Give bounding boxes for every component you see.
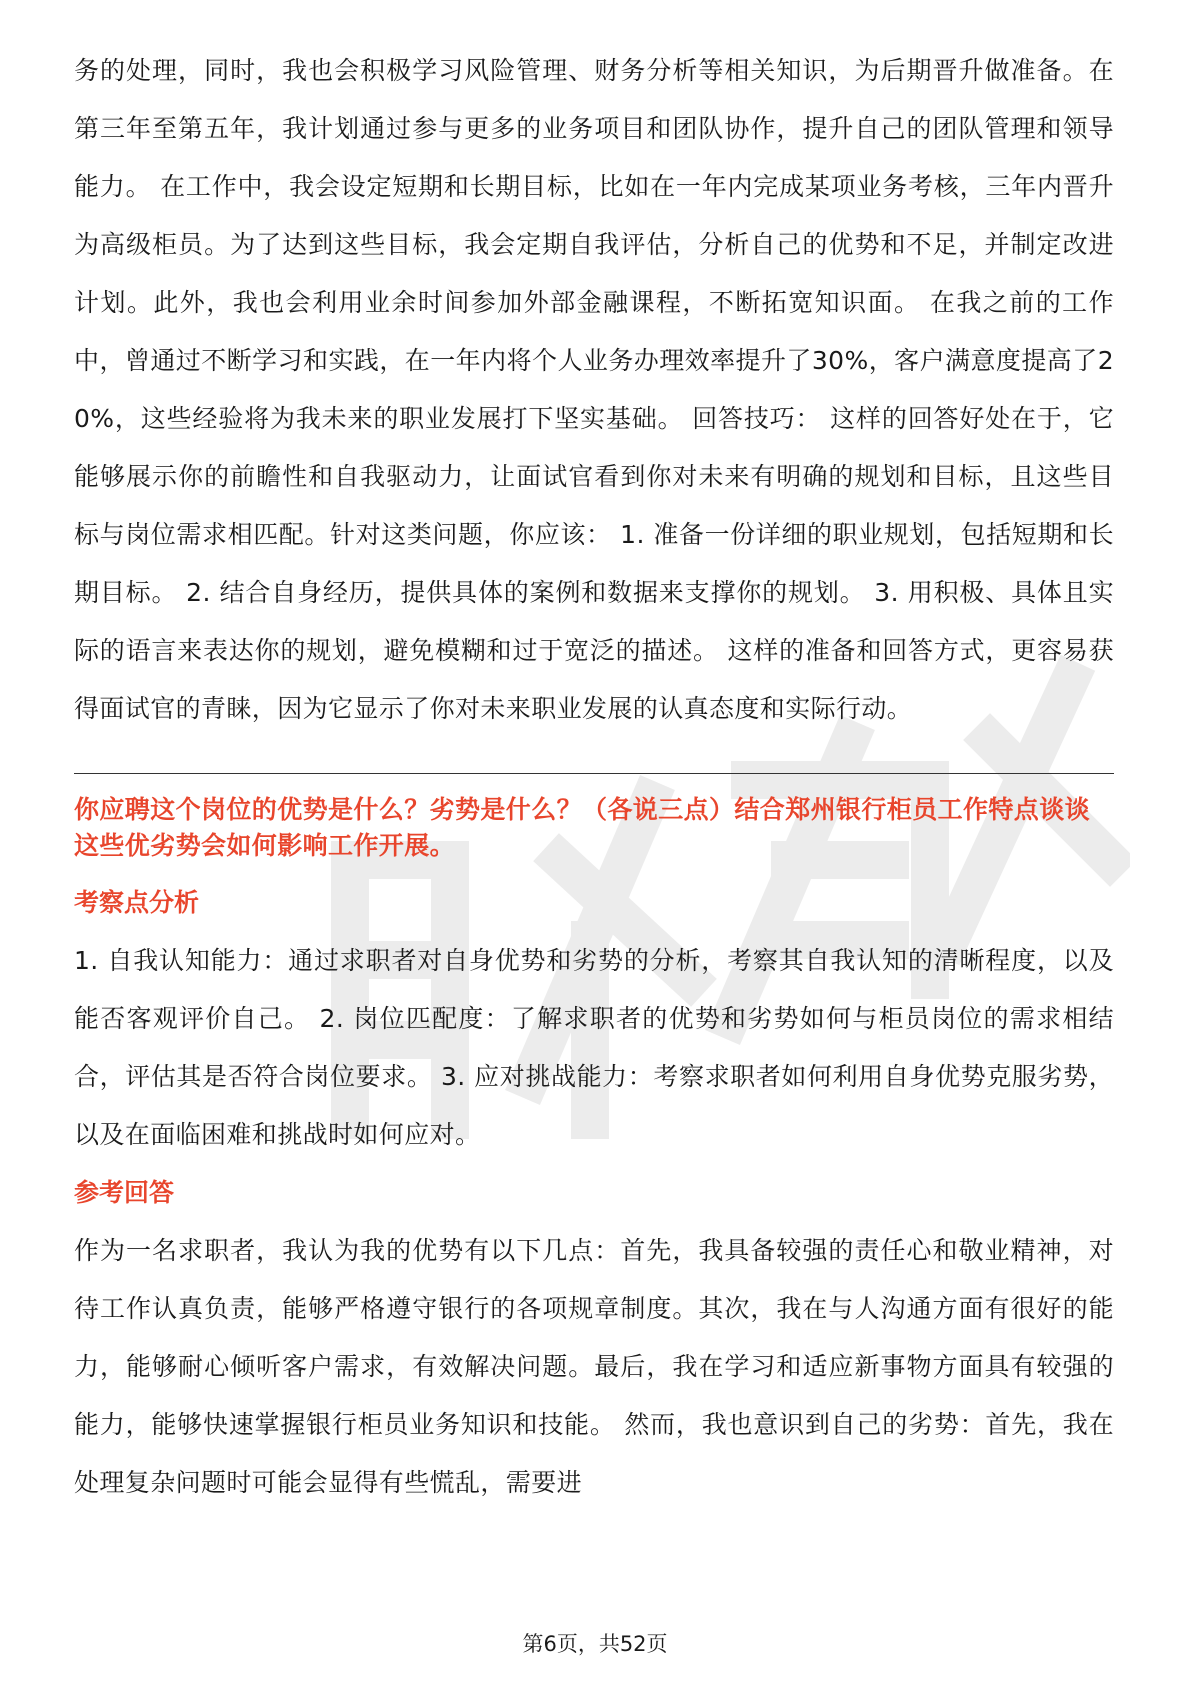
page-number: 第6页，共52页: [522, 1632, 668, 1656]
analysis-body: 1. 自我认知能力：通过求职者对自身优势和劣势的分析，考察其自我认知的清晰程度，以及能否客观评价自己。 2. 岗位匹配度：了解求职者的优势和劣势如何与柜员岗位的需求相结合，评估其是否符合岗位要求。 3. 应对挑战能力：考察求职者如何利用自身优势克服劣势，以及在面临困难和挑战时如何应对。: [74, 946, 1114, 1149]
intro-paragraph: 务的处理，同时，我也会积极学习风险管理、财务分析等相关知识，为后期晋升做准备。在第三年至第五年，我计划通过参与更多的业务项目和团队协作，提升自己的团队管理和领导能力。 在工作中，我会设定短期和长期目标，比如在一年内完成某项业务考核，三年内晋升为高级柜员。为了达到这些目标，我会定期自我评估，分析自己的优势和不足，并制定改进计划。此外，我也会利用业余时间参加外部金融课程，不断拓宽知识面。 在我之前的工作中，曾通过不断学习和实践，在一年内将个人业务办理效率提升了30%，客户满意度提高了20%，这些经验将为我未来的职业发展打下坚实基础。 回答技巧： 这样的回答好处在于，它能够展示你的前瞻性和自我驱动力，让面试官看到你对未来有明确的规划和目标，且这些目标与岗位需求相匹配。针对这类问题，你应该： 1. 准备一份详细的职业规划，包括短期和长期目标。 2. 结合自身经历，提供具体的案例和数据来支撑你的规划。 3. 用积极、具体且实际的语言来表达你的规划，避免模糊和过于宽泛的描述。 这样的准备和回答方式，更容易获得面试官的青睐，因为它显示了你对未来职业发展的认真态度和实际行动。: [74, 56, 1114, 723]
reference-heading: 参考回答: [74, 1178, 175, 1207]
section-divider: [74, 773, 1114, 774]
page-content: [74, 42, 1114, 1512]
question-title: 你应聘这个岗位的优势是什么？劣势是什么？（各说三点）结合郑州银行柜员工作特点谈谈这些优劣势会如何影响工作开展。: [74, 795, 1091, 860]
reference-body: 作为一名求职者，我认为我的优势有以下几点：首先，我具备较强的责任心和敬业精神，对待工作认真负责，能够严格遵守银行的各项规章制度。其次，我在与人沟通方面有很好的能力，能够耐心倾听客户需求，有效解决问题。最后，我在学习和适应新事物方面具有较强的能力，能够快速掌握银行柜员业务知识和技能。 然而，我也意识到自己的劣势：首先，我在处理复杂问题时可能会显得有些慌乱，需要进: [74, 1236, 1114, 1497]
analysis-heading: 考察点分析: [74, 888, 200, 917]
